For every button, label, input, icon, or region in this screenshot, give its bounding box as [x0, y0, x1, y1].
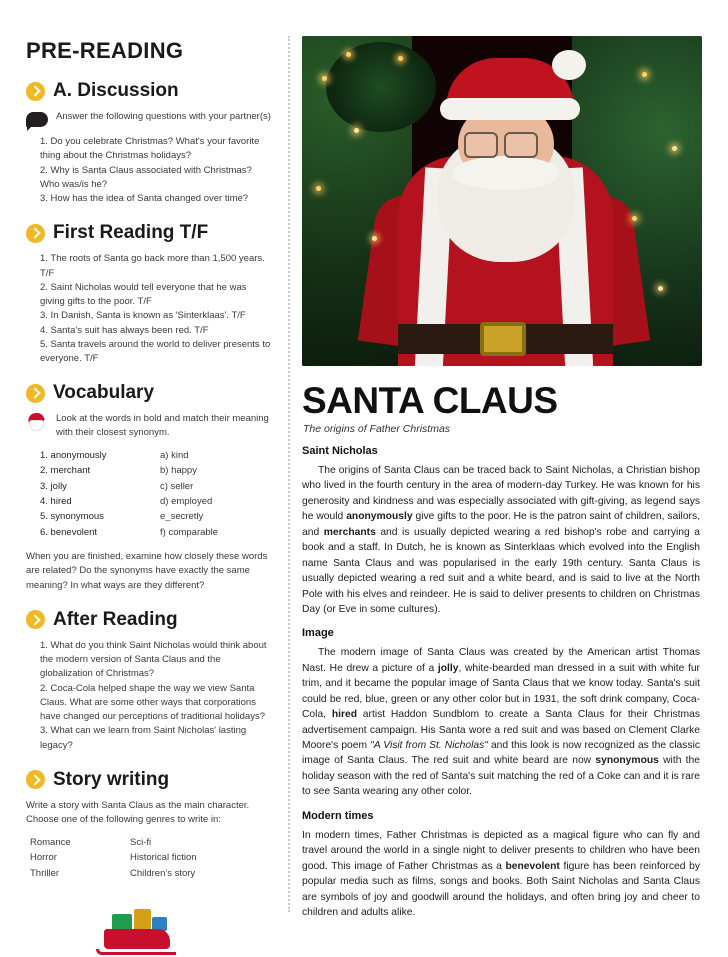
sleigh-with-gifts-icon [90, 895, 182, 957]
article-heading-saint-nicholas: Saint Nicholas [302, 445, 378, 457]
story-writing-instruction: Write a story with Santa Claus as the main character. Choose one of the following genres to write in: [26, 799, 250, 826]
vocabulary-words-column [40, 448, 160, 540]
instruction-text: Look at the words in bold and match their meaning with their closest synonym. [56, 413, 269, 439]
section-header-story-writing [26, 769, 272, 791]
article-paragraph: The modern image of Santa Claus was created by the American artist Thomas Nast. He drew a picture of a jolly, white-bearded man dressed in a suit with white fur trim, and it became the popular image of Santa Claus that we know today. Santa's suit could be red, blue, green or any other color but in 1931, the soft drink company, Coca-Cola, hired artist Haddon Sundblom to create a Santa Claus for their Christmas advertisement campaign. His Santa wore a red suit and was based on Clement Clarke Moore's poem "A Visit from St. Nicholas" and this look is now recognized as the classic image of Santa Claus. The red suit and white beard are now synonymous with the holiday season with the red of Santa's suit matching the red of a Coke can and it is rare to see Santa wearing any other color. [302, 647, 701, 798]
list-item: 2. Why is Santa Claus associated with Christmas? Who was/is he? [40, 164, 252, 190]
section-header-vocabulary [26, 382, 272, 404]
article-title: SANTA CLAUS [302, 380, 558, 421]
vocabulary-note: When you are finished, examine how closely these words are related? Do the synonyms have exactly the same meaning? In what ways are they different? [26, 551, 268, 591]
list-item: Thriller [30, 867, 60, 879]
list-item: 5. Santa travels around the world to deliver presents to everyone. T/F [40, 338, 271, 364]
section-title-story-writing: Story writing [53, 768, 170, 790]
arrow-circle-icon [26, 384, 45, 403]
section-title-first-reading: First Reading T/F [53, 222, 209, 244]
section-header-discussion [26, 80, 272, 102]
section-title-after-reading: After Reading [53, 608, 178, 630]
section-title-vocabulary: Vocabulary [53, 382, 155, 404]
arrow-circle-icon [26, 82, 45, 101]
list-item: 5. synonymous [40, 511, 104, 523]
vocabulary-definitions-column [160, 448, 270, 540]
list-item: 3. jolly [40, 480, 67, 492]
genre-column-1 [30, 835, 130, 881]
list-item: Horror [30, 852, 57, 864]
list-item: Historical fiction [130, 852, 197, 864]
list-item: 2. Saint Nicholas would tell everyone that he was giving gifts to the poor. T/F [40, 281, 247, 307]
right-column [286, 0, 728, 942]
list-item: a) kind [160, 449, 189, 461]
list-item: 1. Do you celebrate Christmas? What's your favorite thing about the Christmas holidays? [40, 136, 260, 162]
list-item: 3. How has the idea of Santa changed over time? [40, 193, 249, 204]
arrow-circle-icon [26, 770, 45, 789]
genre-columns [26, 835, 272, 881]
list-item: 1. The roots of Santa go back more than 1,500 years. T/F [40, 253, 265, 279]
column-divider [288, 36, 290, 912]
list-item: 1. What do you think Saint Nicholas would think about the modern version of Santa Claus and the globalization of Christmas? [40, 639, 267, 680]
section-header-first-reading [26, 222, 272, 244]
list-item: e_secretly [160, 511, 204, 523]
vocabulary-match-table [26, 448, 272, 540]
list-item: 3. In Danish, Santa is known as 'Sinterklaas'. T/F [40, 310, 246, 322]
instruction-text: Answer the following questions with your partner(s) [56, 111, 271, 122]
section-title-discussion: A. Discussion [53, 80, 179, 101]
section-header-after-reading [26, 609, 272, 631]
discussion-question-list [26, 135, 272, 206]
left-column [0, 0, 286, 942]
santa-face-icon [26, 413, 48, 431]
instruction-discussion [26, 110, 272, 127]
arrow-circle-icon [26, 610, 45, 629]
list-item: 4. Santa's suit has always been red. T/F [40, 324, 209, 336]
article-subtitle: The origins of Father Christmas [303, 423, 451, 435]
list-item: 4. hired [40, 495, 72, 507]
list-item: 6. benevolent [40, 526, 98, 538]
page-title: PRE-READING [26, 38, 184, 63]
first-reading-list [26, 252, 272, 366]
genre-column-2 [130, 835, 197, 881]
article-paragraph: In modern times, Father Christmas is depicted as a magical figure who can fly and travel around the world in a single night to deliver presents to children who have been good. This image of Father Christmas as a benevolent figure has been reinforced by popular media such as films, songs and books. Both Saint Nicholas and Santa Claus are symbols of joy and goodwill around the holidays, and often bring joy and cheer to children and adults alike. [302, 829, 700, 918]
list-item: f) comparable [160, 526, 219, 538]
list-item: b) happy [160, 465, 197, 477]
list-item: 2. Coca-Cola helped shape the way we view Santa Claus. What are some other ways that corporations have changed our perceptions of traditional holidays? [40, 682, 265, 723]
article-heading-image: Image [302, 627, 334, 640]
instruction-vocabulary [26, 412, 272, 440]
list-item: d) employed [160, 495, 213, 507]
speech-bubble-icon [26, 112, 48, 127]
list-item: 2. merchant [40, 465, 91, 477]
list-item: Sci-fi [130, 837, 152, 849]
list-item: Romance [30, 837, 71, 849]
list-item: 3. What can we learn from Saint Nicholas' lasting legacy? [40, 725, 247, 751]
article-heading-modern-times: Modern times [302, 809, 374, 822]
list-item: c) seller [160, 480, 194, 492]
list-item: 1. anonymously [40, 449, 107, 461]
after-reading-list [26, 639, 272, 753]
list-item: Children's story [130, 867, 196, 879]
arrow-circle-icon [26, 224, 45, 243]
article-paragraph: The origins of Santa Claus can be traced back to Saint Nicholas, a Christian bishop who lived in the fourth century in the area of modern-day Turkey. He was known for his generosity and kindness and was especially associated with gift-giving, as legend says he would anonymously give gifts to the poor. He is the patron saint of children, sailors, and merchants and is usually depicted wearing a red bishop's robe and carrying a book and a staff. In Dutch, he is known as Sinterklaas which evolved into the English name Santa Claus and was popularised in the early 19th century. Santa Claus is usually depicted wearing a red suit and a white beard, and is said to live at the North Pole with his elves and reindeer. He is said to deliver presents to children on Christmas Day (or Eve in some cultures). [302, 465, 700, 615]
santa-claus-photo [302, 36, 702, 366]
